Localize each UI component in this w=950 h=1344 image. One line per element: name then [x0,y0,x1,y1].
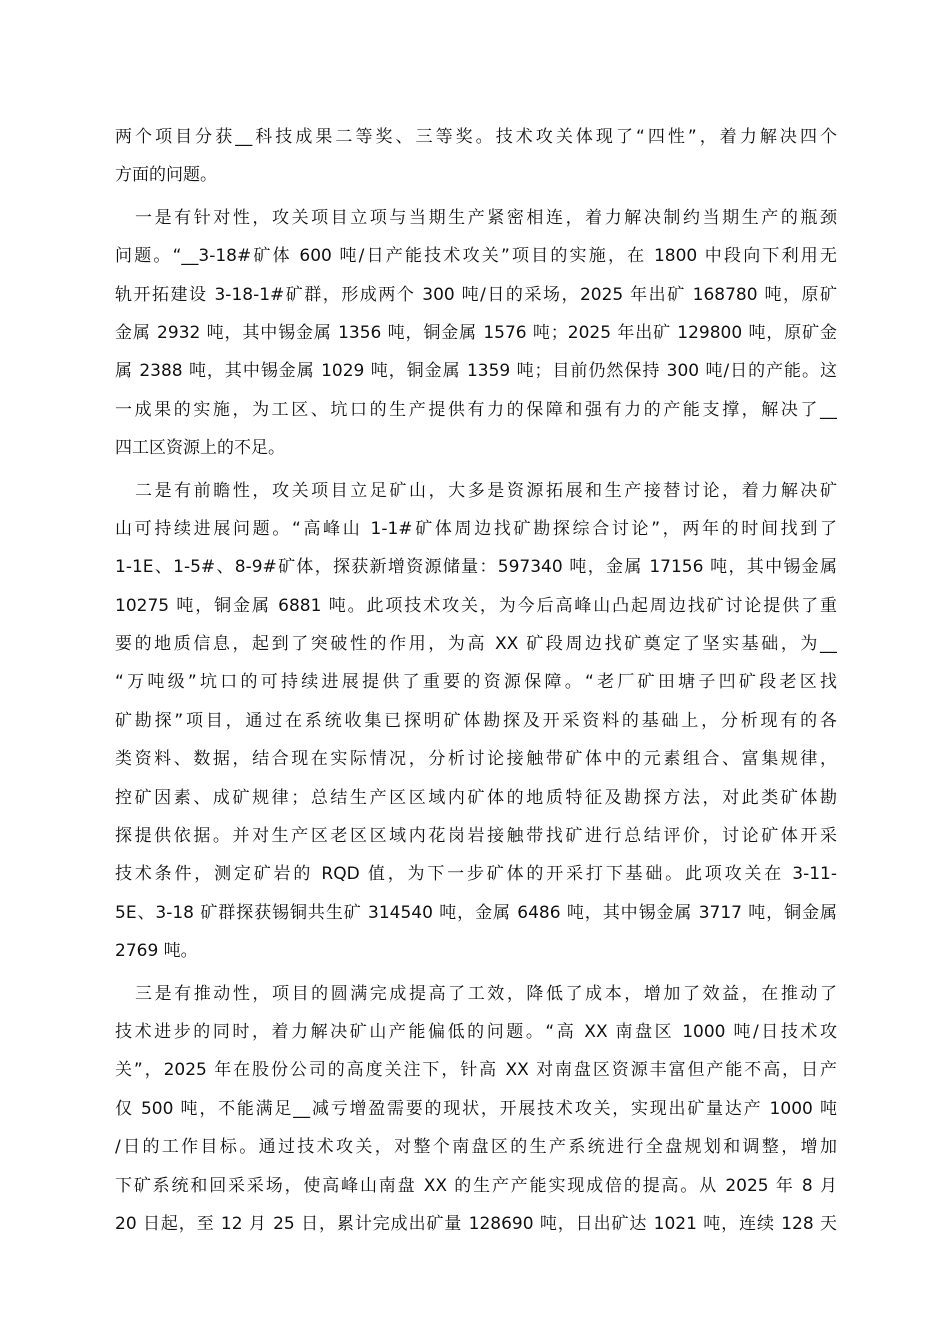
text-line: 10275 吨，铜金属 6881 吨。此项技术攻关，为今后高峰山凸起周边找矿讨论提供了重 [115,595,837,616]
text-line: 三是有推动性，项目的圆满完成提高了工效，降低了成本，增加了效益，在推动了 [135,983,837,1004]
text-line: 下矿系统和回采采场，使高峰山南盘 XX 的生产产能实现成倍的提高。从 2025 年 8 月 [115,1175,837,1196]
text-line: 山可持续进展问题。“高峰山 1-1#矿体周边找矿勘探综合讨论”，两年的时间找到了 [115,518,837,539]
text-line: 5E、3-18 矿群探获锡铜共生矿 314540 吨，金属 6486 吨，其中锡金属 3717 吨，铜金属 [115,902,837,923]
text-line: 1-1E、1-5#、8-9#矿体，探获新增资源储量：597340 吨，金属 17156 吨，其中锡金属 [115,557,837,578]
text-line: 属 2388 吨，其中锡金属 1029 吨，铜金属 1359 吨；目前仍然保持 300 吨/日的产能。这 [115,361,837,382]
document-body [115,118,837,1243]
text-line: 二是有前瞻性，攻关项目立足矿山，大多是资源拓展和生产接替讨论，着力解决矿 [135,480,837,501]
text-line: 类资料、数据，结合现在实际情况，分析讨论接触带矿体中的元素组合、富集规律， [115,749,837,770]
text-line: 控矿因素、成矿规律；总结生产区区域内矿体的地质特征及勘探方法，对此类矿体勘 [115,787,837,808]
text-line: 要的地质信息，起到了突破性的作用，为高 XX 矿段周边找矿奠定了坚实基础，为__ [115,634,837,655]
text-line: 问题。“__3-18#矿体 600 吨/日产能技术攻关”项目的实施，在 1800 中段向下利用无 [115,246,837,267]
text-line: 20 日起，至 12 月 25 日，累计完成出矿量 128690 吨，日出矿达 1021 吨，连续 128 天 [115,1213,837,1234]
text-line: 金属 2932 吨，其中锡金属 1356 吨，铜金属 1576 吨；2025 年出矿 129800 吨，原矿金 [115,322,837,343]
text-line: 两个项目分获__科技成果二等奖、三等奖。技术攻关体现了“四性”，着力解决四个 [115,127,837,147]
text-line: 矿勘探”项目，通过在系统收集已探明矿体勘探及开采资料的基础上，分析现有的各 [115,710,837,731]
text-line: 方面的问题。 [115,165,217,186]
text-line: 一成果的实施，为工区、坑口的生产提供有力的保障和强有力的产能支撑，解决了__ [115,399,837,420]
text-line: 仅 500 吨，不能满足__减亏增盈需要的现状，开展技术攻关，实现出矿量达产 1000 吨 [115,1098,837,1119]
text-line: 2769 吨。 [115,941,198,962]
text-line: 一是有针对性，攻关项目立项与当期生产紧密相连，着力解决制约当期生产的瓶颈 [135,207,837,228]
text-line: 技术进步的同时，着力解决矿山产能偏低的问题。“高 XX 南盘区 1000 吨/日技术攻 [115,1021,837,1042]
text-line: 关”，2025 年在股份公司的高度关注下，针高 XX 对南盘区资源丰富但产能不高，日产 [115,1060,837,1081]
text-line: “万吨级”坑口的可持续进展提供了重要的资源保障。“老厂矿田塘子凹矿段老区找 [115,672,837,693]
text-line: 探提供依据。并对生产区老区区域内花岗岩接触带找矿进行总结评价，讨论矿体开采 [115,826,837,847]
text-line: 技术条件，测定矿岩的 RQD 值，为下一步矿体的开采打下基础。此项攻关在 3-11- [115,864,837,885]
text-line: 四工区资源上的不足。 [115,438,285,459]
text-line: 轨开拓建设 3-18-1#矿群，形成两个 300 吨/日的采场，2025 年出矿 168780 吨，原矿 [115,284,837,305]
text-line: /日的工作目标。通过技术攻关，对整个南盘区的生产系统进行全盘规划和调整，增加 [115,1137,837,1158]
